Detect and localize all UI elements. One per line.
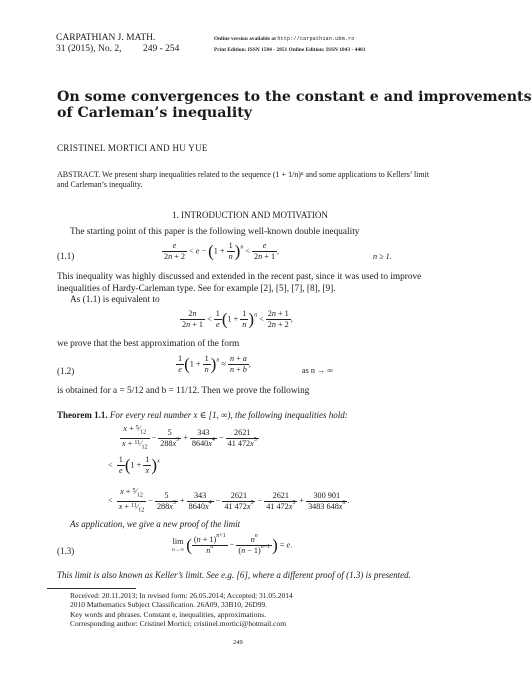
equation-condition: n ≥ 1. xyxy=(373,252,392,261)
issn-info: Print Edition: ISSN 1584 - 2851 Online Edition: ISSN 1843 - 4401 xyxy=(214,47,366,53)
theorem-label: Theorem 1.1. xyxy=(57,410,108,420)
theorem-text: For every real number x ∈ [1, ∞), the following inequalities hold: xyxy=(109,410,348,420)
equation-1-3: lim n→∞ ( $\frac{(n + 1)^{n+1}}{n^n}$ − $\frac{n^n}{(n - 1)^{n-1}}$ ) = e. xyxy=(172,533,293,555)
paragraph-3: As (1.1) is equivalent to xyxy=(70,295,160,305)
journal-volume: 31 (2015), No. 2, xyxy=(56,44,122,54)
equation-1-1: $\frac{e}{2n + 2}$ < e − (1 + $\frac{1}{n}$ )$^n$ < $\frac{e}{2n + 1}$ , xyxy=(164,241,280,261)
theorem-statement xyxy=(57,410,348,421)
keywords: Key words and phrases. Constant e, inequalities, approximations. xyxy=(70,610,267,619)
abstract: ABSTRACT. We present sharp inequalities related to the sequence (1 + 1/n)ⁿ and some applications to Kellers’ limit and Carleman’s inequality. xyxy=(57,170,430,189)
theorem-inequality-row3: < $\frac{x + ^5⁄_{12}}{x + ^{11}⁄_{12}}$ − $\frac{5}{288x^3}$ + $\frac{343}{8640x^4}$ − $\frac{2621}{41 472x^5}$ − $\frac{2621}{41 472x^5}$ + $\frac{300 901}{3483 648x^6}$ . xyxy=(108,487,350,514)
intro-paragraph: The starting point of this paper is the following well-known double inequality xyxy=(70,227,360,237)
footnote-divider xyxy=(47,588,136,589)
paragraph-4: we prove that the best approximation of the form xyxy=(57,339,240,349)
equation-number: (1.1) xyxy=(57,251,75,261)
paper-title-line2: of Carleman’s inequality xyxy=(57,105,253,121)
theorem-inequality-row1: $\frac{x + ^5⁄_{12}}{x + ^{11}⁄_{12}}$ − $\frac{5}{288x^3}$ + $\frac{343}{8640x^4}$ − $\frac{2621}{41 472x^5}$ xyxy=(122,424,257,451)
journal-name: CARPATHIAN J. MATH. xyxy=(56,33,156,43)
theorem-inequality-row2: < $\frac{1}{e}$ (1 + $\frac{1}{x}$ )$^x$ xyxy=(108,455,160,475)
paper-title-line1: On some convergences to the constant e and improvements xyxy=(57,89,532,105)
journal-pages: 249 - 254 xyxy=(143,44,180,54)
equation-number: (1.3) xyxy=(57,546,75,556)
application-text: As application, we give a new proof of the limit xyxy=(70,519,241,529)
online-version-note xyxy=(214,36,354,42)
msc-classification: 2010 Mathematics Subject Classification. 26A09, 33B10, 26D99. xyxy=(70,600,268,609)
paragraph-5: is obtained for a = 5/12 and b = 11/12. Then we prove the following xyxy=(57,386,310,396)
authors: CRISTINEL MORTICI AND HU YUE xyxy=(57,143,208,153)
online-prefix: Online version available at xyxy=(214,36,276,42)
received-dates: Received: 20.11.2013; In revised form: 26.05.2014; Accepted: 31.05.2014 xyxy=(70,591,293,600)
equation-condition: as n → ∞ xyxy=(302,366,334,375)
page-number: 249 xyxy=(233,639,243,646)
paragraph-2: This inequality was highly discussed and extended in the recent past, since it was used to improve inequalities of Hardy-Carleman type. See for example [2], [5], [7], [8], [9]. xyxy=(57,272,422,294)
equation-equivalent: $\frac{2n}{2n + 1}$ < $\frac{1}{e}$ (1 + $\frac{1}{n}$ )$^n$ < $\frac{2n + 1}{2n + 2}$ , xyxy=(182,309,293,329)
online-url[interactable]: http://carpathian.ubm.ro xyxy=(277,36,355,42)
equation-1-2: $\frac{1}{e}$ (1 + $\frac{1}{n}$ )$^n$ ≈ $\frac{n + a}{n + b}$ , xyxy=(178,354,251,374)
equation-number: (1.2) xyxy=(57,366,75,376)
section-heading: 1. INTRODUCTION AND MOTIVATION xyxy=(172,210,328,220)
corresponding-author: Corresponding author: Cristinel Mortici; cristinel.mortici@hotmail.com xyxy=(70,619,287,628)
paragraph-6: This limit is also known as Keller’s limit. See e.g. [6], where a different proof of (1.3) is presented. xyxy=(57,570,411,580)
